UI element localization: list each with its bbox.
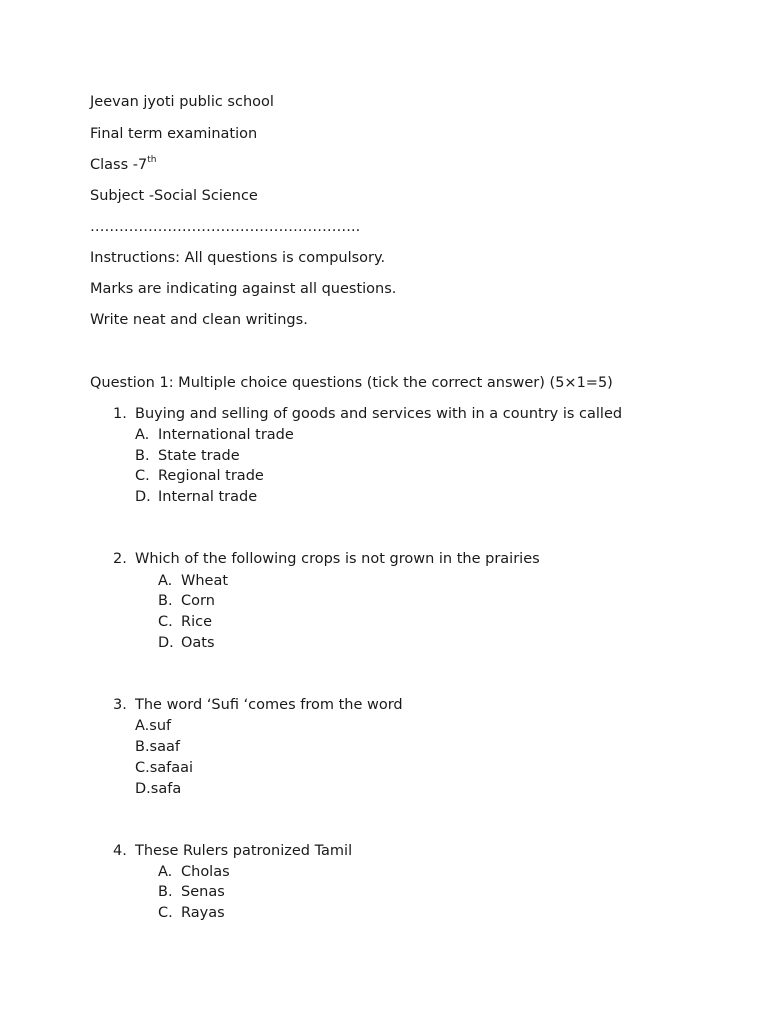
option-text: State trade xyxy=(158,448,240,464)
option-text: B.saaf xyxy=(135,739,180,755)
dotted-separator: ……………………………………………….. xyxy=(90,219,361,235)
question-number: 3. xyxy=(113,697,127,713)
question-text: Buying and selling of goods and services with in a country is called xyxy=(135,406,623,422)
option-text: International trade xyxy=(158,427,294,443)
question-number: 1. xyxy=(113,406,127,422)
question-text: These Rulers patronized Tamil xyxy=(135,843,353,859)
option-text: Internal trade xyxy=(158,489,258,505)
option-text: D.safa xyxy=(135,781,182,797)
option-letter: C. xyxy=(158,905,173,921)
subject-line: Subject -Social Science xyxy=(90,188,258,204)
option-letter: D. xyxy=(158,635,174,651)
option-text: Regional trade xyxy=(158,468,264,484)
question-text: The word ‘Sufi ‘comes from the word xyxy=(135,697,403,713)
option-letter: A. xyxy=(158,864,173,880)
option-text: Wheat xyxy=(181,573,229,589)
option-text: Corn xyxy=(181,593,215,609)
option-text: Rice xyxy=(181,614,212,630)
question-text: Which of the following crops is not grown in the prairies xyxy=(135,551,540,567)
option-letter: B. xyxy=(135,448,150,464)
class-superscript: th xyxy=(147,155,157,166)
instruction-line: Marks are indicating against all questions. xyxy=(90,281,397,297)
question-number: 4. xyxy=(113,843,127,859)
option-text: A.suf xyxy=(135,718,172,734)
question-number: 2. xyxy=(113,551,127,567)
option-letter: B. xyxy=(158,884,173,900)
option-letter: B. xyxy=(158,593,173,609)
option-letter: D. xyxy=(135,489,151,505)
class-label: Class -7 xyxy=(90,157,148,173)
option-text: C.safaai xyxy=(135,760,194,776)
option-letter: A. xyxy=(135,427,150,443)
exam-title: Final term examination xyxy=(90,126,258,142)
option-text: Senas xyxy=(181,884,225,900)
option-letter: C. xyxy=(158,614,173,630)
option-text: Oats xyxy=(181,635,215,651)
class-line xyxy=(90,156,156,174)
option-text: Rayas xyxy=(181,905,225,921)
section-title: Question 1: Multiple choice questions (tick the correct answer) (5×1=5) xyxy=(90,375,613,391)
option-letter: A. xyxy=(158,573,173,589)
school-name: Jeevan jyoti public school xyxy=(90,94,274,110)
instruction-line: Write neat and clean writings. xyxy=(90,312,308,328)
option-text: Cholas xyxy=(181,864,230,880)
option-letter: C. xyxy=(135,468,150,484)
instruction-line: Instructions: All questions is compulsory. xyxy=(90,250,386,266)
